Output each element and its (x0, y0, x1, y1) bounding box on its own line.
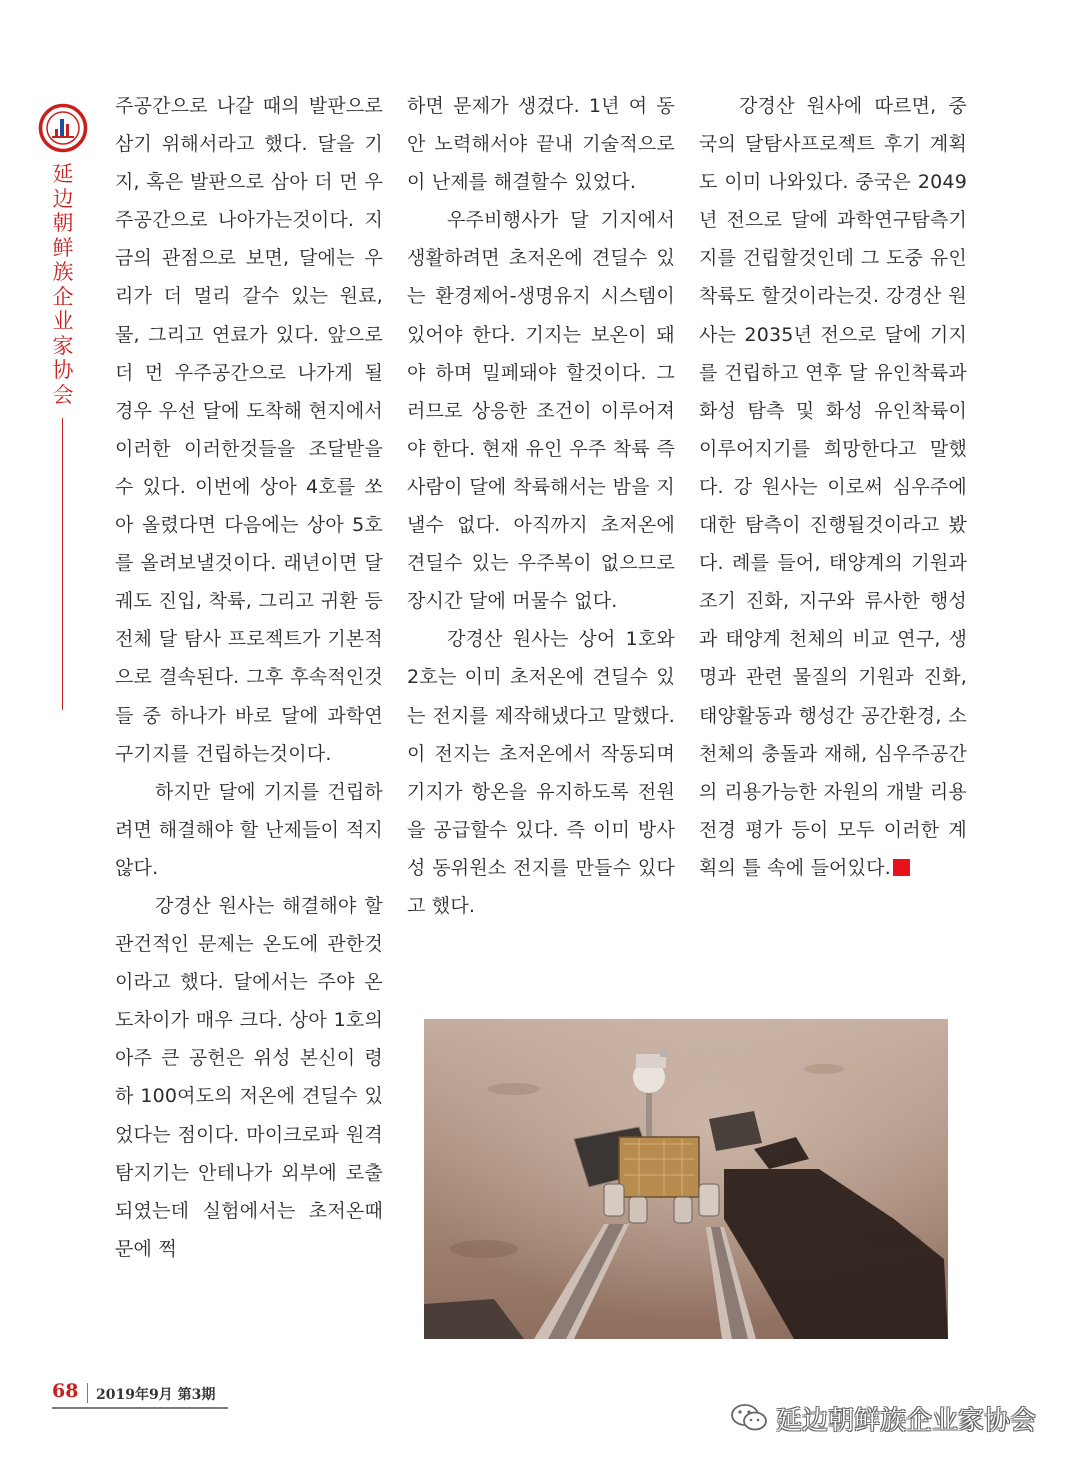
paragraph-text: 강경산 원사에 따르면, 중국의 달탐사프로젝트 후기 계획도 이미 나와있다. 중국은 2049년 전으로 달에 과학연구탐측기지를 건립할것인데 그 도중 유인착륙도 할것이라는것. 강경산 원사는 2035년 전으로 달에 기지를 건립하고 연후 달 유인착륙과 화성 탐측 및 화성 유인착륙이 이루어지기를 희망한다고 말했다. 강 원사는 이로써 심우주에 대한 탐측이 진행될것이라고 봤다. 례를 들어, 태양계의 기원과 조기 진화, 지구와 류사한 행성과 태양계 천체의 비교 연구, 생명과 관련 물질의 기원과 진화, 태양활동과 행성간 공간환경, 소천체의 충돌과 재해, 심우주공간의 리용가능한 자원의 개발 리용 전경 평가 등이 모두 이러한 계획의 틀 속에 들어있다. (699, 95, 967, 879)
lunar-rover-photo (424, 1019, 948, 1339)
paragraph: 강경산 원사는 해결해야 할 관건적인 문제는 온도에 관한것이라고 했다. 달에서는 주야 온도차이가 매우 크다. 상아 1호의 아주 큰 공헌은 위성 본신이 령하 100여도의 저온에 견딜수 있었다는 점이다. 마이크로파 원격 탐지기는 안테나가 외부에 로출되였는데 실험에서는 초저온때문에 쩍 (115, 894, 383, 1260)
paragraph (699, 87, 967, 887)
paragraph: 하지만 달에 기지를 건립하려면 해결해야 할 난제들이 적지 않다. (115, 780, 383, 879)
end-mark-icon (893, 859, 910, 876)
text-column-1 (115, 87, 383, 1268)
association-logo (38, 103, 88, 153)
paragraph: 하면 문제가 생겼다. 1년 여 동안 노력해서야 끝내 기술적으로 이 난제를 해결할수 있었다. (407, 95, 675, 194)
paragraph: 주공간으로 나갈 때의 발판으로 삼기 위해서라고 했다. 달을 기지, 혹은 발판으로 삼아 더 먼 우주공간으로 나아가는것이다. 지금의 관점으로 보면, 달에는 우리가 더 멀리 갈수 있는 원료, 물, 그리고 연료가 있다. 앞으로 더 먼 우주공간으로 나가게 될 경우 우선 달에 도착해 현지에서 이러한 이러한것들을 조달받을수 있다. 이번에 상아 4호를 쏘아 올렸다면 다음에는 상아 5호를 올려보낼것이다. 래년이면 달 궤도 진입, 착륙, 그리고 귀환 등 전체 달 탐사 프로젝트가 기본적으로 결속된다. 그후 후속적인것들 중 하나가 바로 달에 과학연구기지를 건립하는것이다. (115, 95, 383, 765)
sidebar-divider (62, 418, 63, 710)
page-number: 68 (52, 1380, 79, 1402)
watermark (730, 1400, 1036, 1436)
footer-rule (52, 1407, 228, 1409)
paragraph: 강경산 원사는 상어 1호와 2호는 이미 초저온에 견딜수 있는 전지를 제작해냈다고 말했다. 이 전지는 초저온에서 작동되며 기지가 항온을 유지하도록 전원을 공급할수 있다. 즉 이미 방사성 동위원소 전지를 만들수 있다고 했다. (407, 628, 675, 917)
wechat-icon (730, 1403, 768, 1433)
footer-separator (87, 1383, 88, 1403)
sidebar-title: 延边朝鲜族企业家协会 (52, 162, 74, 407)
text-column-2 (407, 87, 675, 925)
issue-label: 2019年9月 第3期 (96, 1387, 216, 1403)
paragraph: 우주비행사가 달 기지에서 생활하려면 초저온에 견딜수 있는 환경제어-생명유지 시스템이 있어야 한다. 기지는 보온이 돼야 하며 밀페돼야 할것이다. 그러므로 상응한 조건이 이루어져야 한다. 현재 유인 우주 착륙 즉 사람이 달에 착륙해서는 밤을 지낼수 없다. 아직까지 초저온에 견딜수 있는 우주복이 없으므로 장시간 달에 머물수 없다. (407, 209, 675, 613)
watermark-text: 延边朝鲜族企业家协会 (776, 1405, 1037, 1436)
text-column-3 (699, 87, 967, 887)
